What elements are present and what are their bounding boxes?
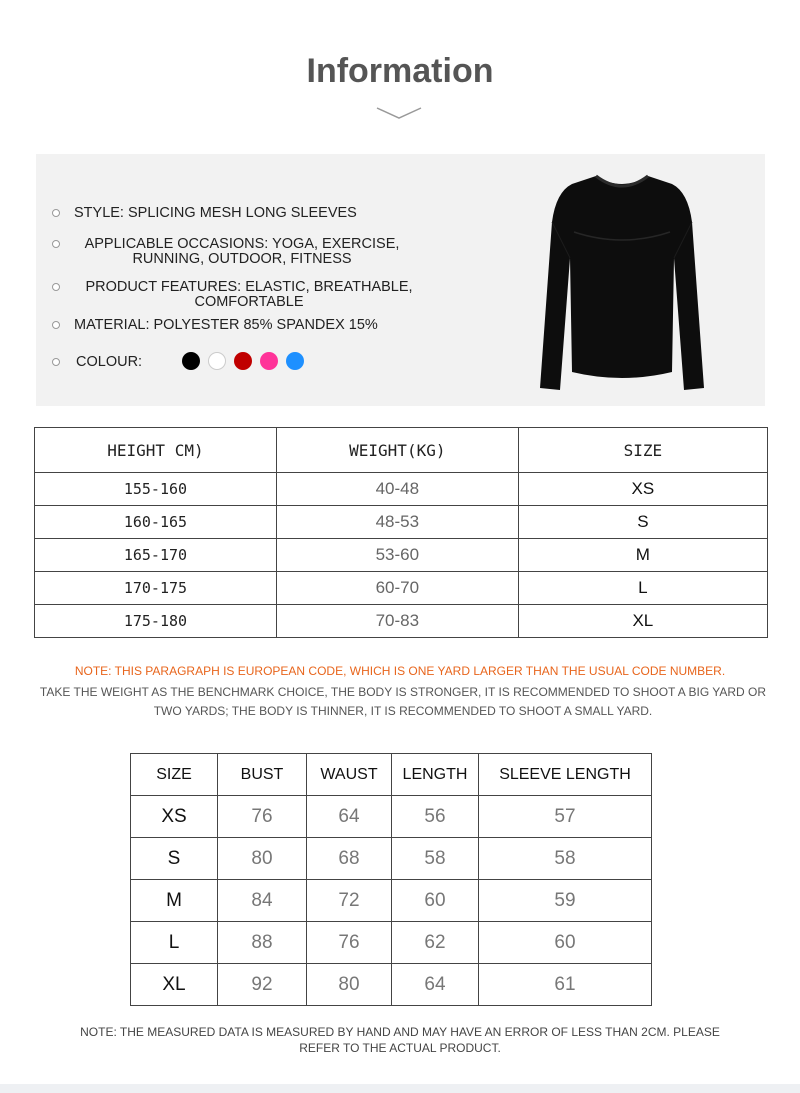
benchmark-note: TAKE THE WEIGHT AS THE BENCHMARK CHOICE, THE BODY IS STRONGER, IT IS RECOMMENDED TO SHOOT A BIG YARD OR TWO YARDS; THE BODY IS THINNER, IT IS RECOMMENDED TO SHOOT A SMALL YARD. (39, 685, 767, 718)
page-title: Information (306, 52, 494, 90)
footer-band (0, 1084, 800, 1093)
colour-swatch-red[interactable] (234, 352, 252, 370)
header-weight: WEIGHT(KG) (276, 428, 518, 473)
colour-swatch-black[interactable] (182, 352, 200, 370)
table-row: 155-160 40-48 XS (35, 473, 768, 506)
bullet-icon (52, 240, 60, 248)
header-length: LENGTH (392, 754, 479, 796)
table-row: L 88 76 62 60 (131, 922, 652, 964)
measurement-error-note: NOTE: THE MEASURED DATA IS MEASURED BY HAND AND MAY HAVE AN ERROR OF LESS THAN 2CM. PLEASE REFER TO THE ACTUAL PRODUCT. (80, 1025, 720, 1055)
table-header-row (35, 428, 768, 473)
table-header-row (131, 754, 652, 796)
bullet-icon (52, 321, 60, 329)
header-waust: WAUST (307, 754, 392, 796)
table-row: 170-175 60-70 L (35, 572, 768, 605)
table-row: 160-165 48-53 S (35, 506, 768, 539)
european-code-note: NOTE: THIS PARAGRAPH IS EUROPEAN CODE, WHICH IS ONE YARD LARGER THAN THE USUAL CODE NUMBER. (74, 664, 726, 678)
bullet-icon (52, 283, 60, 291)
header-size: SIZE (518, 428, 767, 473)
table-row: M 84 72 60 59 (131, 880, 652, 922)
header-size: SIZE (131, 754, 218, 796)
bullet-icon (52, 358, 60, 366)
colour-swatch-pink[interactable] (260, 352, 278, 370)
chevron-down-icon (375, 104, 423, 120)
header-bust: BUST (218, 754, 307, 796)
table-row: 175-180 70-83 XL (35, 605, 768, 638)
size-by-height-table (34, 427, 768, 638)
product-info-panel: STYLE: SPLICING MESH LONG SLEEVES APPLICABLE OCCASIONS: YOGA, EXERCISE, RUNNING, OUTDOOR, FITNESS PRODUCT FEATURES: ELASTIC, BREATHABLE, COMFORTABLE MATERIAL: POLYESTER 85% SPANDEX 15% COLOUR: (36, 154, 765, 406)
header-height: HEIGHT CM) (35, 428, 277, 473)
product-shirt-image (522, 162, 722, 402)
colour-swatch-blue[interactable] (286, 352, 304, 370)
table-row: XS 76 64 56 57 (131, 796, 652, 838)
bullet-icon (52, 209, 60, 217)
table-row: 165-170 53-60 M (35, 539, 768, 572)
table-row: S 80 68 58 58 (131, 838, 652, 880)
table-row: XL 92 80 64 61 (131, 964, 652, 1006)
header-sleeve-length: SLEEVE LENGTH (479, 754, 652, 796)
colour-swatch-white[interactable] (208, 352, 226, 370)
measurements-table (130, 753, 652, 1006)
